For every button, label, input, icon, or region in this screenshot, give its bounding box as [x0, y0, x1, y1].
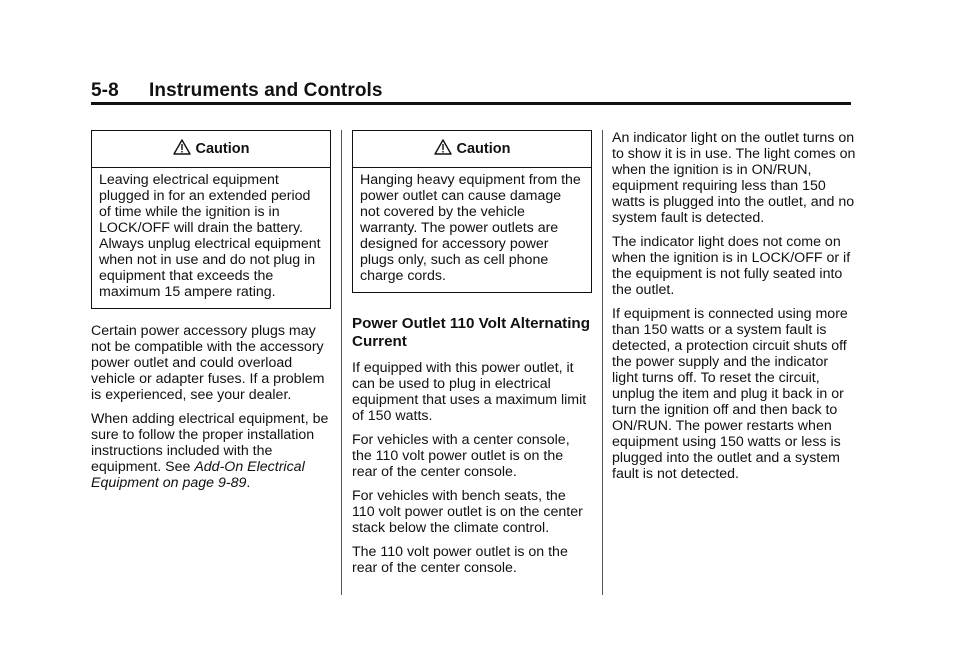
- column-3: [612, 130, 858, 490]
- header-rule: [91, 102, 851, 105]
- cross-reference-link[interactable]: Add-On Electrical Equipment on page 9-89: [91, 459, 305, 491]
- paragraph-end: .: [246, 475, 251, 491]
- section-title: Instruments and Controls: [149, 80, 383, 101]
- column-divider-2: [602, 130, 603, 595]
- paragraph: The 110 volt power outlet is on the rear of the center console.: [352, 544, 568, 576]
- page-header: [91, 80, 851, 102]
- column-2: [352, 130, 592, 584]
- page-number: 5-8: [91, 80, 119, 101]
- warning-triangle-icon: [434, 139, 452, 155]
- caution-box-1: [91, 130, 331, 309]
- paragraph: An indicator light on the outlet turns on to show it is in use. The light comes on when the ignition is in ON/RUN, equipment requiring less than 150 watts is plugged into the outlet, and no system fault is detected.: [612, 130, 856, 226]
- paragraph-text: When adding electrical equipment, be sure to follow the proper installation instructions included with the equipment. See: [91, 411, 329, 475]
- paragraph: The indicator light does not come on when the ignition is in LOCK/OFF or if the equipment is not fully seated into the outlet.: [612, 234, 851, 298]
- paragraph: If equipped with this power outlet, it can be used to plug in electrical equipment that uses a maximum limit of 150 watts.: [352, 360, 587, 424]
- paragraph: If equipment is connected using more than 150 watts or a system fault is detected, a protection circuit shuts off the power supply and the indicator light turns off. To reset the circuit, unplug the item and plug it back in or turn the ignition off and then back to ON/RUN. The power restarts when equipment using 150 watts or less is plugged into the outlet and a system fault is not detected.: [612, 306, 848, 482]
- paragraph: For vehicles with a center console, the 110 volt power outlet is on the rear of the center console.: [352, 432, 570, 480]
- caution-box-2: [352, 130, 592, 293]
- caution-body: Hanging heavy equipment from the power outlet can cause damage not covered by the vehicle warranty. The power outlets are designed for accessory power plugs only, such as cell phone charge cords.: [360, 172, 581, 284]
- paragraph-with-reference: [91, 411, 331, 491]
- caution-title: Caution: [195, 141, 250, 157]
- caution-header: [92, 131, 330, 168]
- section-heading: Power Outlet 110 Volt Alternating Current: [352, 315, 590, 350]
- column-divider-1: [341, 130, 342, 595]
- paragraph: Certain power accessory plugs may not be compatible with the accessory power outlet and could overload vehicle or adapter fuses. If a problem is experienced, see your dealer.: [91, 323, 325, 403]
- caution-title: Caution: [456, 141, 511, 157]
- caution-header: [353, 131, 591, 168]
- paragraph: For vehicles with bench seats, the 110 volt power outlet is on the center stack below the climate control.: [352, 488, 583, 536]
- column-1: [91, 130, 331, 499]
- warning-triangle-icon: [173, 139, 191, 155]
- caution-body: Leaving electrical equipment plugged in for an extended period of time while the ignition is in LOCK/OFF will drain the battery. Always unplug electrical equipment when not in use and do not plug in equipment that exceeds the maximum 15 ampere rating.: [99, 172, 321, 300]
